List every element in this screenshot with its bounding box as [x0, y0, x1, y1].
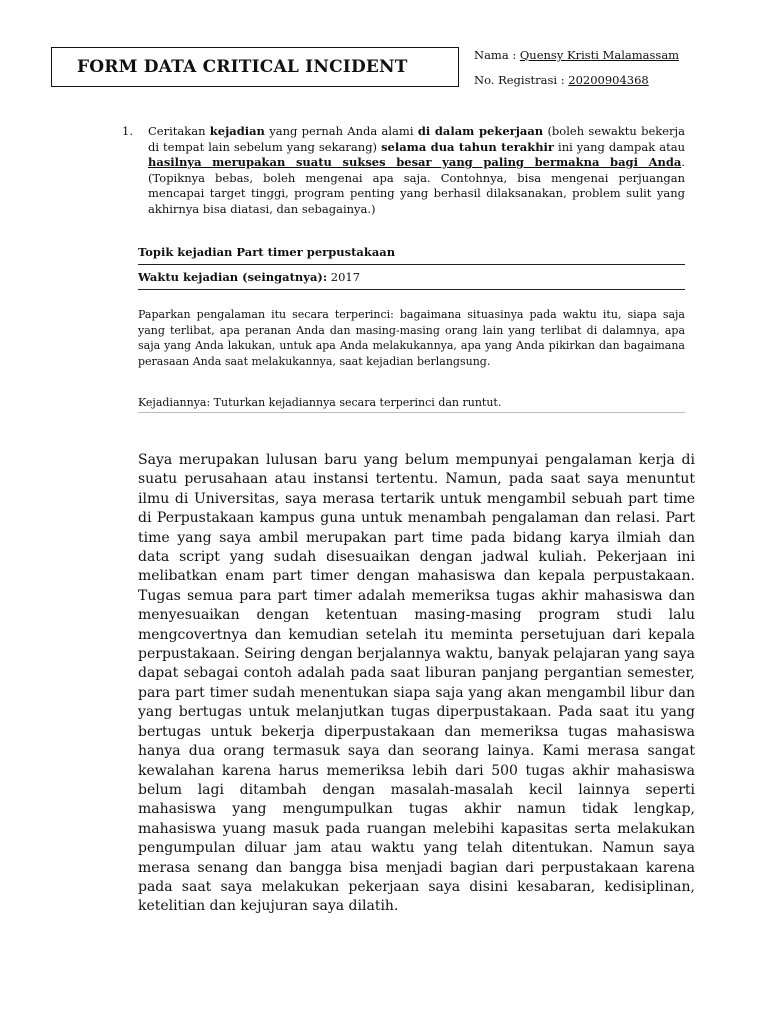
- question-number: 1.: [122, 124, 133, 138]
- q-text-1: Ceritakan: [148, 124, 210, 138]
- nama-field: [474, 48, 679, 62]
- q-bold-kejadian: kejadian: [209, 124, 265, 138]
- topik-field: Topik kejadian Part timer perpustakaan: [138, 245, 685, 265]
- q-text-4: ini yang dampak atau: [554, 139, 686, 154]
- kejadian-label: Kejadiannya: Tuturkan kejadiannya secara terperinci dan runtut.: [138, 396, 685, 413]
- form-title-box: [51, 47, 459, 87]
- instructions-text: Paparkan pengalaman itu secara terperinci: bagaimana situasinya pada waktu itu, siapa saja yang terlibat, apa peranan Anda dan masing-masing orang lain yang terlibat di dalamnya, apa saja yang Anda lakukan, untuk apa Anda melakukannya, apa yang Anda pikirkan dan bagaimana perasaan Anda saat melakukannya, saat kejadian berlangsung.: [138, 308, 685, 368]
- q-bold-pekerjaan: di dalam pekerjaan: [417, 124, 544, 138]
- story-text: Saya merupakan lulusan baru yang belum mempunyai pengalaman kerja di suatu perusahaan atau instansi tertentu. Namun, pada saat saya menuntut ilmu di Universitas, saya merasa tertarik untuk mengambil sebuah part time di Perpustakaan kampus guna untuk menambah pengalaman dan relasi. Part time yang saya ambil merupakan part time pada bidang karya ilmiah dan data script yang sudah disesuaikan dengan jadwal kuliah. Pekerjaan ini melibatkan enam part timer dengan mahasiswa dan kepala perpustakaan. Tugas semua para part timer adalah memeriksa tugas akhir mahasiswa dan menyesuaikan dengan ketentuan masing-masing program studi lalu mengcovertnya dan kemudian setelah itu meminta persetujuan dari kepala perpustakaan. Seiring dengan berjalannya waktu, banyak pelajaran yang saya dapat sebagai contoh adalah pada saat liburan panjang pergantian semester, para part timer sudah menentukan siapa saja yang akan mengambil libur dan yang bertugas untuk melanjutkan tugas diperpustakaan. Pada saat itu yang bertugas untuk bekerja diperpustakaan dan memeriksa tugas mahasiswa hanya dua orang termasuk saya dan seorang lainya. Kami merasa sangat kewalahan karena harus memeriksa lebih dari 500 tugas akhir mahasiswa belum lagi ditambah dengan masalah-masalah kecil lainnya seperti mahasiswa yang mengumpulkan tugas akhir namun tidak lengkap, mahasiswa yuang masuk pada ruangan melebihi kapasitas serta melakukan pengumpulan diluar jam atau waktu yang telah ditentukan. Namun saya merasa senang dan bangga bisa menjadi bagian dari perpustakaan karena pada saat saya melakukan pekerjaan saya disini kesabaran, kedisiplinan, ketelitian dan kejujuran saya dilatih.: [138, 452, 695, 915]
- q-text-3: (boleh sewaktu bekerja di tempat lain sebelum yang sekarang): [148, 124, 685, 154]
- registrasi-field: [474, 73, 649, 87]
- form-title: FORM DATA CRITICAL INCIDENT: [77, 57, 408, 77]
- nama-label: Nama :: [474, 48, 520, 62]
- q-bold-hasil: hasilnya merupakan suatu sukses besar yang paling bermakna bagi Anda: [148, 155, 682, 170]
- question-1: [122, 124, 685, 218]
- waktu-value: 2017: [327, 270, 361, 284]
- nama-value: Quensy Kristi Malamassam: [519, 48, 680, 62]
- q-text-2: yang pernah Anda alami: [264, 124, 418, 138]
- waktu-label: Waktu kejadian (seingatnya):: [138, 270, 328, 284]
- q-bold-dua-tahun: selama dua tahun terakhir: [381, 139, 554, 154]
- q-text-5: . (Topiknya bebas, boleh mengenai apa saja. Contohnya, bisa mengenai perjuangan mencapai target tinggi, program penting yang berhasil dilaksanakan, problem sulit yang akhirnya bisa diatasi, dan sebagainya.): [148, 155, 685, 216]
- registrasi-value: 20200904368: [568, 73, 649, 87]
- question-text: [148, 124, 685, 218]
- registrasi-label: No. Registrasi :: [474, 73, 569, 87]
- waktu-field: [138, 270, 685, 290]
